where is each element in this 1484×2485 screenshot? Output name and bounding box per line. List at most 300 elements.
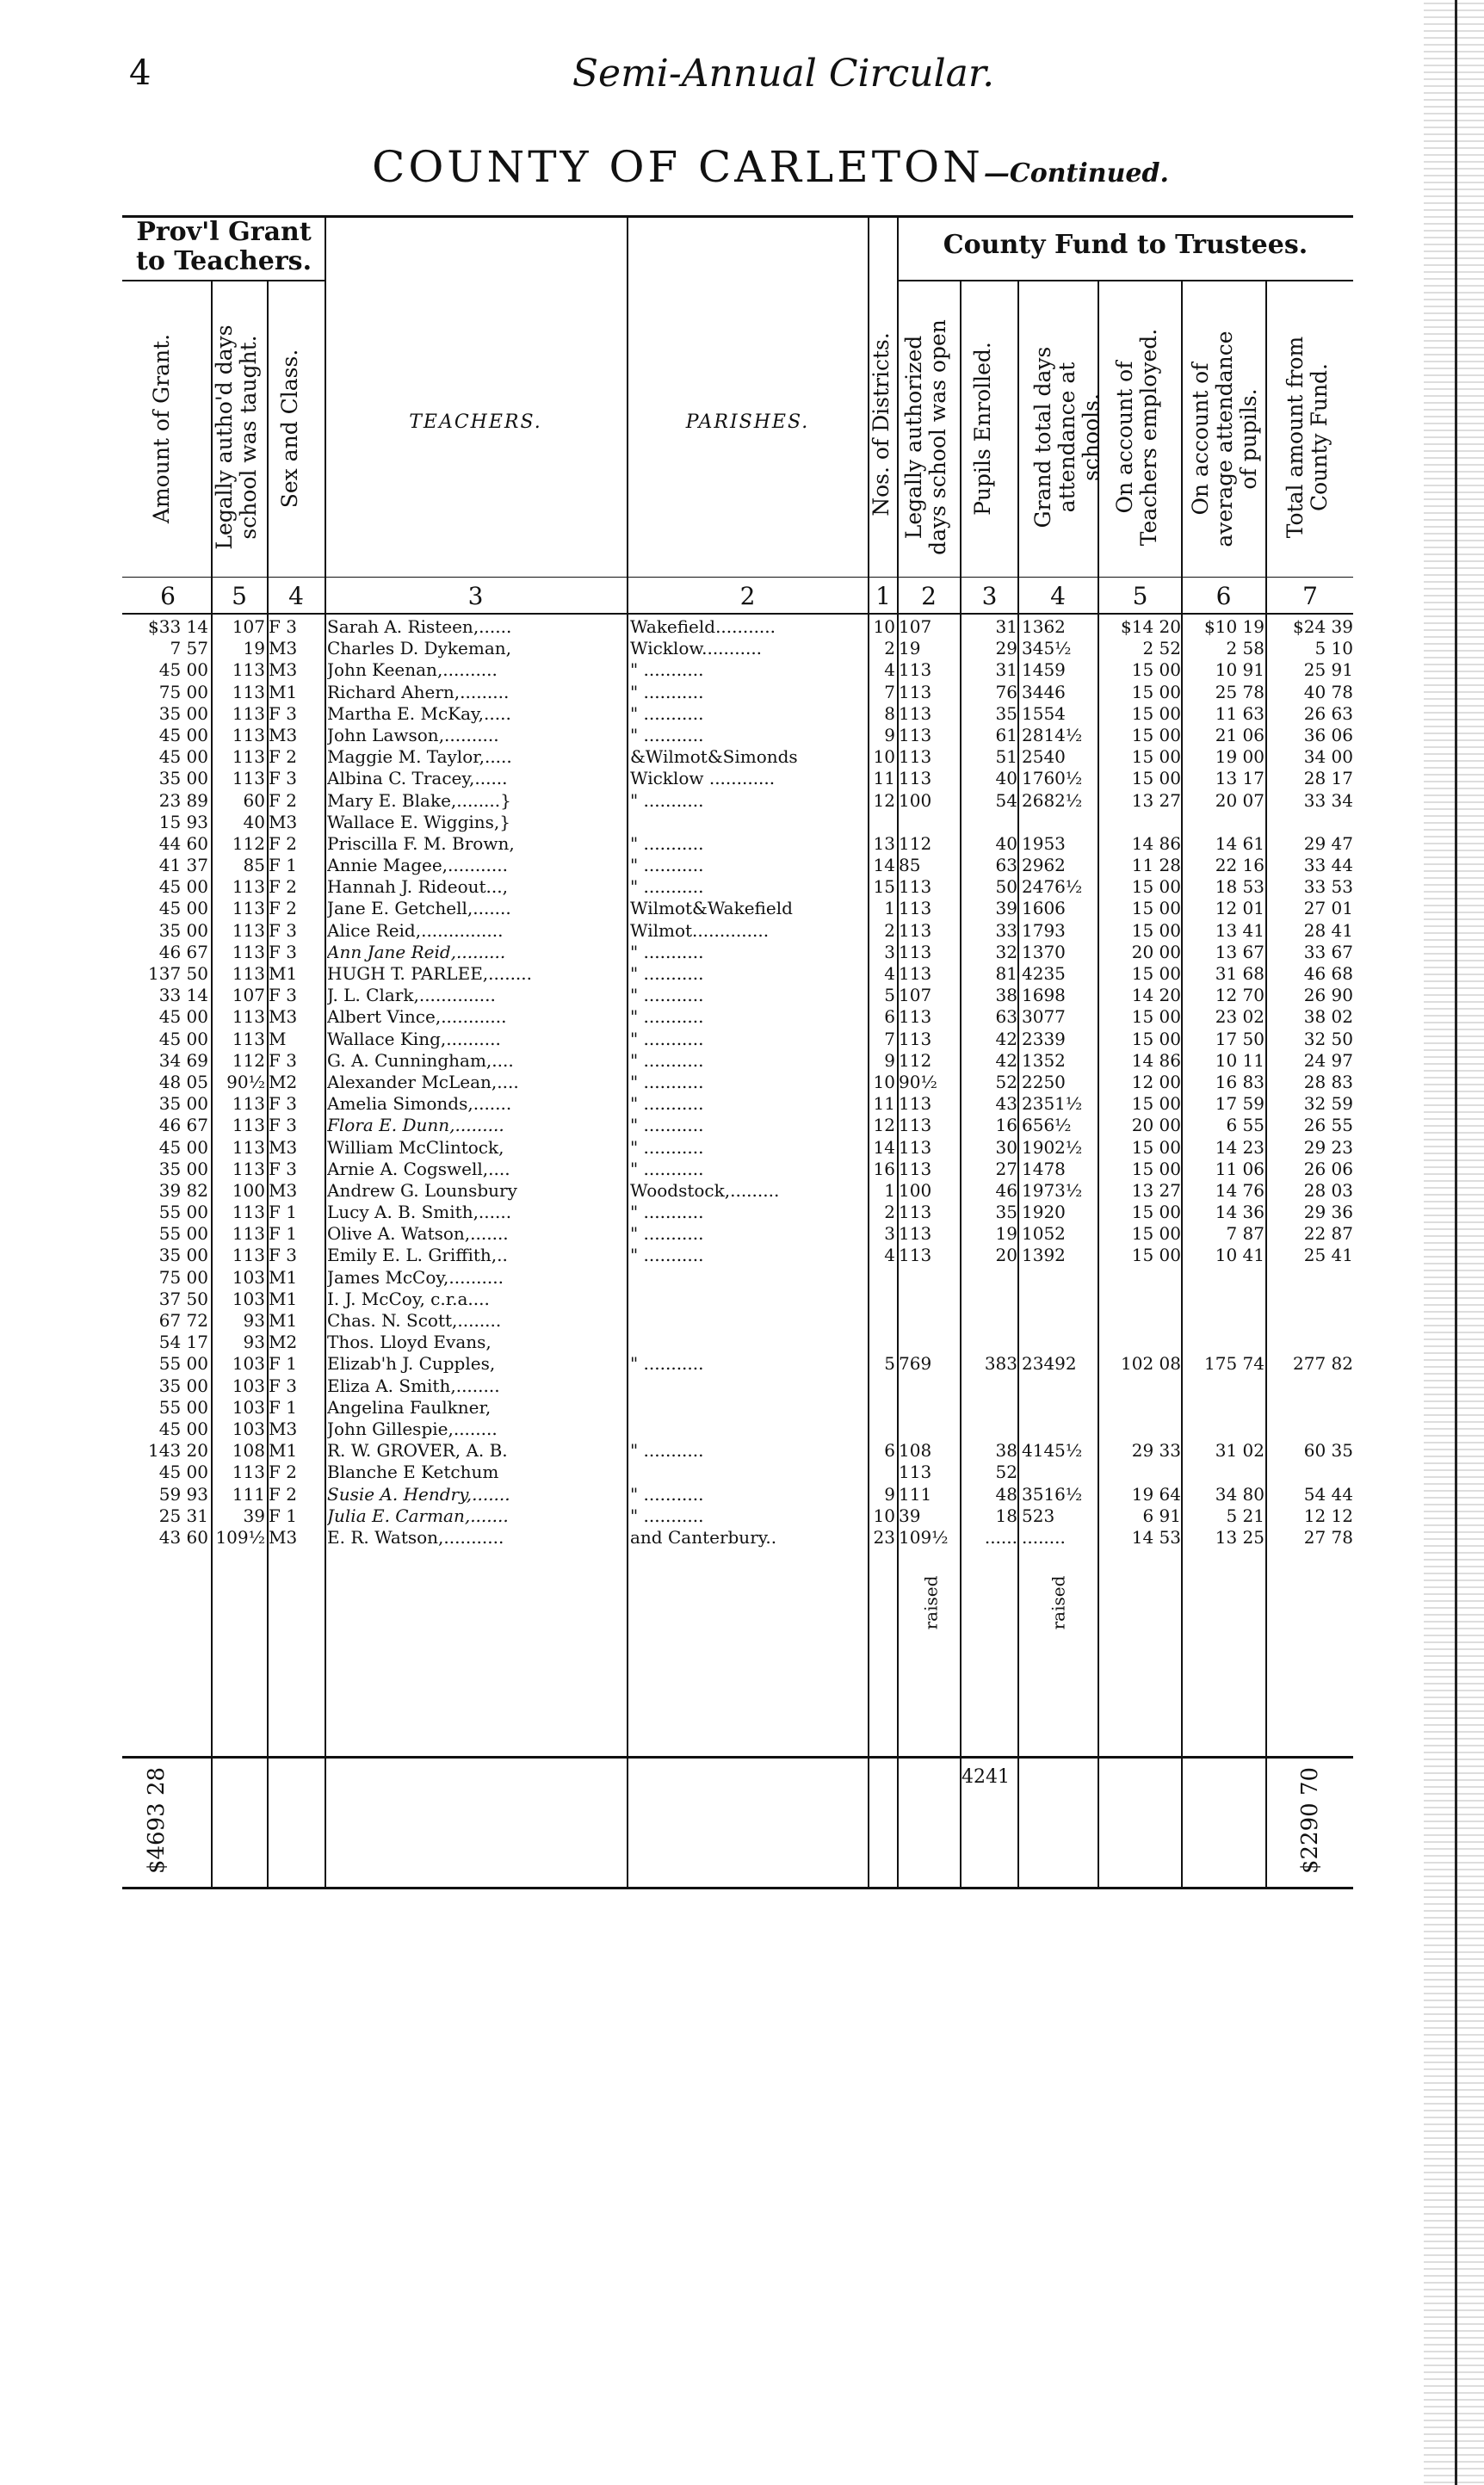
cell-parish: " ........... <box>630 832 704 854</box>
county-fund-group-header: County Fund to Trustees. <box>943 230 1308 260</box>
cell-sex: M1 <box>269 1310 298 1331</box>
cell-teacher: Elizab'h J. Cupples, <box>327 1353 496 1375</box>
table-row <box>122 1462 1370 1483</box>
cell-cdays: 113 <box>899 941 932 962</box>
cell-teach: 14 53 <box>1131 1526 1181 1548</box>
table-row <box>122 963 1370 985</box>
cell-attend: 13 67 <box>1215 941 1264 962</box>
cell-dist: 1 <box>884 898 895 919</box>
cell-grand: 1478 <box>1022 1158 1066 1179</box>
cell-days: 113 <box>232 681 265 702</box>
cell-cdays: 113 <box>899 768 932 789</box>
table-row <box>122 1353 1370 1375</box>
cell-dist: 4 <box>884 659 895 681</box>
cell-attend: 13 25 <box>1215 1526 1264 1548</box>
cell-amount: 39 82 <box>158 1179 208 1201</box>
table-row <box>122 1029 1370 1050</box>
cell-grand: 4235 <box>1022 963 1066 984</box>
cell-amount: 44 60 <box>158 832 208 854</box>
cell-amount: 45 00 <box>158 746 208 768</box>
header-pupils-enrolled: Pupils Enrolled. <box>970 342 995 516</box>
cell-teach: 6 91 <box>1142 1505 1181 1526</box>
cell-dist: 9 <box>884 724 895 745</box>
cell-grand: ........ <box>1022 1526 1066 1548</box>
cell-attend: $10 19 <box>1204 616 1264 637</box>
colnum-attend: 6 <box>1215 582 1232 610</box>
colnum-cdays: 2 <box>921 582 937 610</box>
cell-days: 85 <box>243 855 265 876</box>
cell-amount: 137 50 <box>148 963 208 984</box>
cell-parish: " ........... <box>630 1505 704 1526</box>
cell-teacher: J. L. Clark,.............. <box>327 985 496 1006</box>
cell-grand: 1973½ <box>1022 1179 1083 1201</box>
cell-days: 111 <box>232 1483 265 1505</box>
cell-attend: 12 70 <box>1215 985 1264 1006</box>
page-title <box>275 142 1265 192</box>
cell-total: 22 87 <box>1303 1223 1353 1245</box>
cell-pupils: 42 <box>995 1049 1017 1071</box>
cell-total: 28 17 <box>1303 768 1353 789</box>
cell-days: 103 <box>232 1353 265 1375</box>
cell-pupils: 20 <box>995 1245 1017 1266</box>
cell-sex: F 3 <box>269 616 297 637</box>
cell-total: 29 47 <box>1303 832 1353 854</box>
cell-attend: 17 50 <box>1215 1028 1264 1049</box>
cell-dist: 9 <box>884 1483 895 1505</box>
cell-dist: 10 <box>873 1071 895 1092</box>
table-row <box>122 942 1370 963</box>
cell-amount: 35 00 <box>158 768 208 789</box>
cell-cdays: 112 <box>899 832 932 854</box>
cell-parish: " ........... <box>630 1483 704 1505</box>
header-grand-total-days: Grand total days attendance at schools. <box>1030 346 1104 529</box>
cell-total: 28 41 <box>1303 919 1353 941</box>
cell-cdays: 100 <box>899 789 932 811</box>
cell-teacher: Albert Vince,............ <box>327 1006 507 1028</box>
table-row <box>122 1419 1370 1440</box>
cell-days: 107 <box>232 616 265 637</box>
cell-pupils: 33 <box>995 919 1017 941</box>
table-row <box>122 725 1370 746</box>
cell-cdays: 113 <box>899 1202 932 1223</box>
cell-teacher: Olive A. Watson,....... <box>327 1223 509 1245</box>
cell-pupils: 35 <box>995 1202 1017 1223</box>
cell-parish: " ........... <box>630 1028 704 1049</box>
cell-sex: M1 <box>269 1266 298 1288</box>
cell-days: 113 <box>232 1115 265 1136</box>
cell-pupils: 16 <box>995 1115 1017 1136</box>
table-row <box>122 659 1370 681</box>
cell-pupils: 81 <box>995 963 1017 984</box>
cell-sex: M2 <box>269 1332 298 1353</box>
cell-attend: 12 01 <box>1215 898 1264 919</box>
cell-amount: 45 00 <box>158 1006 208 1028</box>
cell-teacher: Lucy A. B. Smith,...... <box>327 1202 512 1223</box>
cell-days: 103 <box>232 1288 265 1309</box>
cell-grand: 1606 <box>1022 898 1066 919</box>
raised-note-grand: raised <box>1048 1575 1069 1630</box>
cell-amount: 45 00 <box>158 1028 208 1049</box>
cell-sex: F 3 <box>269 1375 297 1396</box>
cell-teacher: Arnie A. Cogswell,.... <box>327 1158 510 1179</box>
cell-parish: " ........... <box>630 1202 704 1223</box>
cell-sex: F 3 <box>269 768 297 789</box>
colnum-sex: 4 <box>288 582 304 610</box>
cell-pupils: 52 <box>995 1462 1017 1483</box>
cell-dist: 5 <box>884 1353 895 1375</box>
cell-total: 26 06 <box>1303 1158 1353 1179</box>
cell-teach: 15 00 <box>1131 1093 1181 1115</box>
cell-cdays: 109½ <box>899 1526 949 1548</box>
cell-teacher: Andrew G. Lounsbury <box>327 1179 517 1201</box>
cell-days: 113 <box>232 898 265 919</box>
cell-parish: " ........... <box>630 789 704 811</box>
colnum-dist: 1 <box>875 582 891 610</box>
cell-teach: 15 00 <box>1131 1158 1181 1179</box>
cell-teacher: Susie A. Hendry,....... <box>327 1483 510 1505</box>
cell-pupils: 42 <box>995 1028 1017 1049</box>
cell-amount: 45 00 <box>158 1136 208 1158</box>
cell-cdays: 108 <box>899 1440 932 1462</box>
cell-amount: 45 00 <box>158 876 208 898</box>
cell-cdays: 113 <box>899 724 932 745</box>
cell-attend: 20 07 <box>1215 789 1264 811</box>
cell-cdays: 90½ <box>899 1071 937 1092</box>
table-row <box>122 920 1370 942</box>
cell-attend: 22 16 <box>1215 855 1264 876</box>
colnum-total: 7 <box>1302 582 1318 610</box>
cell-pupils: 31 <box>995 616 1017 637</box>
cell-sex: F 3 <box>269 1049 297 1071</box>
cell-teach: 20 00 <box>1131 941 1181 962</box>
cell-days: 93 <box>243 1310 265 1331</box>
header-sex-class: Sex and Class. <box>277 349 302 509</box>
cell-total: 28 03 <box>1303 1179 1353 1201</box>
running-head: Semi-Annual Circular. <box>572 52 995 96</box>
cell-total: 33 67 <box>1303 941 1353 962</box>
cell-dist: 3 <box>884 941 895 962</box>
header-teachers: TEACHERS. <box>409 411 542 433</box>
cell-days: 107 <box>232 985 265 1006</box>
cell-cdays: 112 <box>899 1049 932 1071</box>
cell-sex: M3 <box>269 1136 298 1158</box>
cell-teach: 12 00 <box>1131 1071 1181 1092</box>
cell-teacher: Richard Ahern,......... <box>327 681 510 702</box>
cell-total: 33 44 <box>1303 855 1353 876</box>
cell-parish: " ........... <box>630 985 704 1006</box>
cell-grand: 3446 <box>1022 681 1066 702</box>
cell-amount: 46 67 <box>158 941 208 962</box>
cell-teach: 15 00 <box>1131 963 1181 984</box>
header-days-taught: Legally autho'd days school was taught. <box>212 325 261 550</box>
cell-parish: " ........... <box>630 1093 704 1115</box>
cell-total: $24 39 <box>1293 616 1353 637</box>
cell-sex: F 2 <box>269 832 297 854</box>
cell-amount: 35 00 <box>158 1245 208 1266</box>
cell-days: 103 <box>232 1418 265 1439</box>
cell-dist: 7 <box>884 681 895 702</box>
cell-dist: 11 <box>873 1093 895 1115</box>
cell-pupils: 40 <box>995 768 1017 789</box>
table-row <box>122 1006 1370 1028</box>
cell-amount: 41 37 <box>158 855 208 876</box>
cell-teacher: Alice Reid,............... <box>327 919 504 941</box>
table-row <box>122 876 1370 898</box>
table-bottom-rule <box>122 1887 1353 1889</box>
cell-dist: 7 <box>884 1028 895 1049</box>
cell-days: 113 <box>232 1028 265 1049</box>
cell-parish: " ........... <box>630 1158 704 1179</box>
table-row <box>122 1505 1370 1527</box>
cell-grand: 2962 <box>1022 855 1066 876</box>
cell-pupils: ...... <box>984 1526 1017 1548</box>
cell-teach: 15 00 <box>1131 1136 1181 1158</box>
cell-cdays: 113 <box>899 898 932 919</box>
cell-parish: " ........... <box>630 1115 704 1136</box>
cell-teach: 15 00 <box>1131 768 1181 789</box>
cell-teach: 102 08 <box>1121 1353 1181 1375</box>
cell-sex: F 3 <box>269 1115 297 1136</box>
cell-dist: 6 <box>884 1006 895 1028</box>
cell-attend: 21 06 <box>1215 724 1264 745</box>
cell-pupils: 19 <box>995 1223 1017 1245</box>
cell-grand: 3516½ <box>1022 1483 1083 1505</box>
cell-sex: F 1 <box>269 855 297 876</box>
cell-cdays: 113 <box>899 1006 932 1028</box>
cell-dist: 14 <box>873 1136 895 1158</box>
cell-days: 108 <box>232 1440 265 1462</box>
cell-dist: 15 <box>873 876 895 898</box>
cell-teacher: John Keenan,.......... <box>327 659 498 681</box>
table-row <box>122 1159 1370 1180</box>
cell-parish: Wilmot.............. <box>630 919 770 941</box>
cell-parish: Wakefield........... <box>630 616 776 637</box>
table-row <box>122 703 1370 725</box>
cell-amount: 34 69 <box>158 1049 208 1071</box>
cell-amount: 15 93 <box>158 811 208 832</box>
cell-pupils: 54 <box>995 789 1017 811</box>
cell-teacher: Annie Magee,........... <box>327 855 508 876</box>
cell-cdays: 113 <box>899 681 932 702</box>
cell-sex: F 2 <box>269 898 297 919</box>
colnum-grand: 4 <box>1050 582 1066 610</box>
cell-days: 40 <box>243 811 265 832</box>
cell-amount: 55 00 <box>158 1202 208 1223</box>
table-row <box>122 616 1370 638</box>
cell-days: 113 <box>232 768 265 789</box>
cell-sex: F 3 <box>269 919 297 941</box>
cell-grand: 2682½ <box>1022 789 1083 811</box>
cell-attend: 17 59 <box>1215 1093 1264 1115</box>
cell-pupils: 30 <box>995 1136 1017 1158</box>
cell-sex: M3 <box>269 1006 298 1028</box>
cell-teacher: Sarah A. Risteen,...... <box>327 616 512 637</box>
cell-parish: Wicklow........... <box>630 638 763 659</box>
cell-parish: " ........... <box>630 1245 704 1266</box>
header-districts: Nos. of Districts. <box>869 332 893 516</box>
cell-sex: M1 <box>269 681 298 702</box>
cell-dist: 5 <box>884 985 895 1006</box>
cell-teacher: Emily E. L. Griffith,.. <box>327 1245 508 1266</box>
cell-pupils: 38 <box>995 1440 1017 1462</box>
cell-dist: 4 <box>884 1245 895 1266</box>
table-row <box>122 638 1370 659</box>
cell-dist: 14 <box>873 855 895 876</box>
cell-amount: 75 00 <box>158 1266 208 1288</box>
cell-dist: 8 <box>884 702 895 724</box>
cell-dist: 2 <box>884 919 895 941</box>
cell-teacher: Mary E. Blake,........} <box>327 789 511 811</box>
cell-sex: F 2 <box>269 1462 297 1483</box>
cell-amount: 55 00 <box>158 1353 208 1375</box>
cell-days: 113 <box>232 1006 265 1028</box>
cell-parish: Woodstock,......... <box>630 1179 780 1201</box>
table-row <box>122 1223 1370 1245</box>
cell-pupils: 48 <box>995 1483 1017 1505</box>
col-number-rule <box>122 577 1353 578</box>
cell-days: 113 <box>232 1093 265 1115</box>
cell-teacher: Priscilla F. M. Brown, <box>327 832 515 854</box>
cell-grand: 2814½ <box>1022 724 1083 745</box>
cell-sex: M1 <box>269 1440 298 1462</box>
cell-teacher: HUGH T. PARLEE,........ <box>327 963 533 984</box>
cell-teacher: Angelina Faulkner, <box>327 1396 492 1418</box>
header-parishes: PARISHES. <box>685 411 810 433</box>
cell-parish: " ........... <box>630 1440 704 1462</box>
cell-total: 26 90 <box>1303 985 1353 1006</box>
cell-grand: 2476½ <box>1022 876 1083 898</box>
cell-days: 113 <box>232 659 265 681</box>
cell-days: 113 <box>232 1202 265 1223</box>
cell-parish: Wicklow ............ <box>630 768 776 789</box>
cell-dist: 6 <box>884 1440 895 1462</box>
cell-parish: &Wilmot&Simonds <box>630 746 798 768</box>
cell-amount: 45 00 <box>158 659 208 681</box>
cell-teacher: Martha E. McKay,..... <box>327 702 511 724</box>
cell-cdays: 19 <box>899 638 921 659</box>
cell-dist: 11 <box>873 768 895 789</box>
cell-teacher: Maggie M. Taylor,..... <box>327 746 512 768</box>
cell-teach: 15 00 <box>1131 659 1181 681</box>
cell-dist: 2 <box>884 638 895 659</box>
cell-teacher: Alexander McLean,.... <box>327 1071 519 1092</box>
header-days-open: Legally authorized days school was open <box>901 319 950 555</box>
cell-sex: F 3 <box>269 985 297 1006</box>
cell-cdays: 113 <box>899 1158 932 1179</box>
cell-teacher: Albina C. Tracey,...... <box>327 768 508 789</box>
cell-pupils: 63 <box>995 855 1017 876</box>
cell-total: 38 02 <box>1303 1006 1353 1028</box>
cell-teach: 13 27 <box>1131 1179 1181 1201</box>
table-row <box>122 1440 1370 1462</box>
page-number: 4 <box>129 53 151 93</box>
cell-cdays: 100 <box>899 1179 932 1201</box>
cell-amount: 59 93 <box>158 1483 208 1505</box>
cell-teach: 13 27 <box>1131 789 1181 811</box>
total-county-fund: $2290 70 <box>1297 1766 1324 1875</box>
cell-sex: F 2 <box>269 1483 297 1505</box>
cell-dist: 4 <box>884 963 895 984</box>
cell-teacher: Thos. Lloyd Evans, <box>327 1332 492 1353</box>
cell-attend: 6 55 <box>1226 1115 1264 1136</box>
cell-cdays: 113 <box>899 1028 932 1049</box>
cell-days: 60 <box>243 789 265 811</box>
cell-days: 113 <box>232 1136 265 1158</box>
cell-cdays: 113 <box>899 1136 932 1158</box>
cell-attend: 11 06 <box>1215 1158 1264 1179</box>
cell-sex: F 1 <box>269 1353 297 1375</box>
cell-total: 26 63 <box>1303 702 1353 724</box>
cell-attend: 16 83 <box>1215 1071 1264 1092</box>
cell-grand: 1370 <box>1022 941 1066 962</box>
cell-sex: F 2 <box>269 876 297 898</box>
cell-days: 103 <box>232 1396 265 1418</box>
cell-sex: F 3 <box>269 941 297 962</box>
cell-days: 113 <box>232 746 265 768</box>
cell-pupils: 43 <box>995 1093 1017 1115</box>
cell-total: 40 78 <box>1303 681 1353 702</box>
cell-cdays: 113 <box>899 1093 932 1115</box>
cell-sex: M2 <box>269 1071 298 1092</box>
cell-dist: 16 <box>873 1158 895 1179</box>
table-body <box>122 616 1370 1548</box>
cell-grand: 2339 <box>1022 1028 1066 1049</box>
cell-teach: 15 00 <box>1131 1202 1181 1223</box>
header-amount: Amount of Grant. <box>149 333 174 524</box>
cell-attend: 13 17 <box>1215 768 1264 789</box>
cell-grand: 23492 <box>1022 1353 1077 1375</box>
cell-sex: M1 <box>269 1288 298 1309</box>
table-row <box>122 812 1370 833</box>
cell-teacher: Wallace E. Wiggins,} <box>327 811 510 832</box>
cell-days: 90½ <box>226 1071 265 1092</box>
colnum-parishes: 2 <box>739 582 756 610</box>
table-row <box>122 1202 1370 1223</box>
cell-cdays: 107 <box>899 985 932 1006</box>
prov-grant-group-header: Prov'l Grant to Teachers. <box>135 217 312 276</box>
cell-sex: M <box>269 1028 287 1049</box>
cell-teacher: Blanche E Ketchum <box>327 1462 499 1483</box>
cell-days: 113 <box>232 941 265 962</box>
cell-pupils: 18 <box>995 1505 1017 1526</box>
cell-days: 113 <box>232 1223 265 1245</box>
cell-parish: " ........... <box>630 855 704 876</box>
cell-amount: 35 00 <box>158 1093 208 1115</box>
cell-parish: " ........... <box>630 1071 704 1092</box>
cell-pupils: 52 <box>995 1071 1017 1092</box>
cell-total: 36 06 <box>1303 724 1353 745</box>
cell-days: 103 <box>232 1375 265 1396</box>
cell-grand: 656½ <box>1022 1115 1072 1136</box>
cell-total: 33 53 <box>1303 876 1353 898</box>
cell-sex: M3 <box>269 1418 298 1439</box>
colnum-teach: 5 <box>1132 582 1148 610</box>
cell-grand: 1362 <box>1022 616 1066 637</box>
cell-pupils: 61 <box>995 724 1017 745</box>
cell-teacher: Amelia Simonds,....... <box>327 1093 512 1115</box>
table-row <box>122 1375 1370 1397</box>
cell-teacher: James McCoy,.......... <box>327 1266 504 1288</box>
cell-teacher: Eliza A. Smith,........ <box>327 1375 500 1396</box>
colnum-amount: 6 <box>160 582 176 610</box>
cell-grand: 2540 <box>1022 746 1066 768</box>
cell-teach: 20 00 <box>1131 1115 1181 1136</box>
cell-teach: 14 20 <box>1131 985 1181 1006</box>
cell-sex: F 3 <box>269 1245 297 1266</box>
raised-note-days: raised <box>920 1575 942 1630</box>
cell-grand: 1352 <box>1022 1049 1066 1071</box>
cell-teach: 2 52 <box>1142 638 1181 659</box>
